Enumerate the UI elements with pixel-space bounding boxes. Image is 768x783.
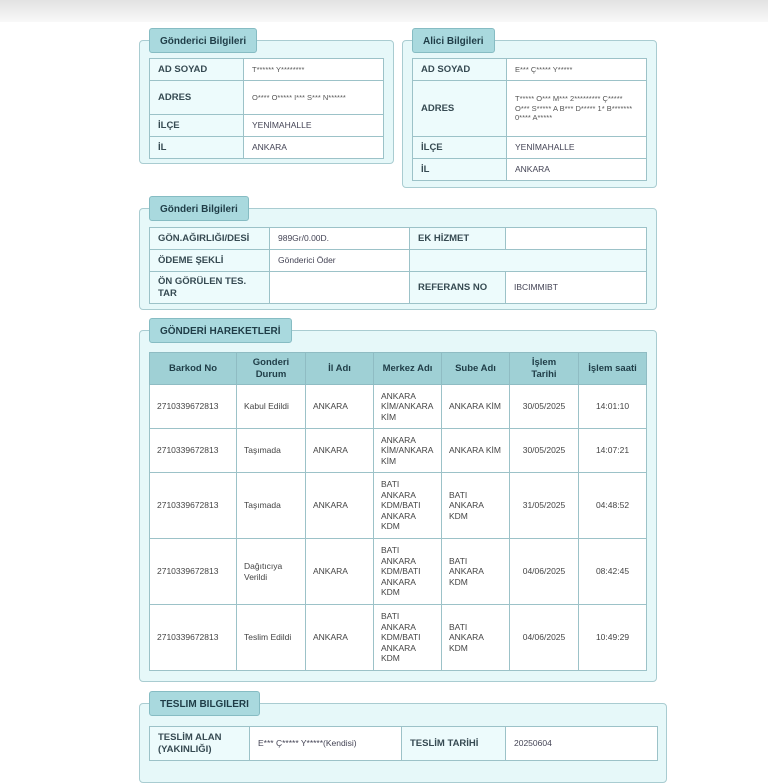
time-cell: 14:01:10 <box>579 385 647 429</box>
delivery-receiver-value: E*** Ç***** Y*****(Kendisi) <box>250 727 402 761</box>
date-cell: 04/06/2025 <box>510 605 579 671</box>
center-cell: BATI ANKARA KDM/BATI ANKARA KDM <box>374 473 442 539</box>
delivery-row <box>150 727 658 761</box>
branch-cell: ANKARA KİM <box>442 385 510 429</box>
barcode-cell: 2710339672813 <box>150 429 237 473</box>
sender-row-name <box>150 59 384 81</box>
time-cell: 08:42:45 <box>579 539 647 605</box>
time-cell: 10:49:29 <box>579 605 647 671</box>
receiver-district-label: İLÇE <box>413 137 507 159</box>
delivery-panel-title: TESLIM BILGILERI <box>149 691 260 716</box>
receiver-row-name <box>413 59 647 81</box>
col-header-date: İşlem Tarihi <box>510 353 579 385</box>
estimated-date-label: ÖN GÖRÜLEN TES. TAR <box>150 272 270 304</box>
receiver-row-city <box>413 159 647 181</box>
receiver-district-value: YENİMAHALLE <box>507 137 647 159</box>
movements-panel-title: GÖNDERİ HAREKETLERİ <box>149 318 292 343</box>
sender-table <box>149 58 384 159</box>
city-cell: ANKARA <box>306 385 374 429</box>
time-cell: 14:07:21 <box>579 429 647 473</box>
top-shadow-band <box>0 0 768 22</box>
weight-label: GÖN.AĞIRLIĞI/DESİ <box>150 228 270 250</box>
sender-row-city <box>150 137 384 159</box>
status-cell: Taşımada <box>237 473 306 539</box>
reference-value: IBCIMMIBT <box>506 272 647 304</box>
col-header-branch: Sube Adı <box>442 353 510 385</box>
receiver-row-address <box>413 81 647 137</box>
branch-cell: ANKARA KİM <box>442 429 510 473</box>
receiver-row-district <box>413 137 647 159</box>
table-row <box>150 539 647 605</box>
time-cell: 04:48:52 <box>579 473 647 539</box>
receiver-name-value: E*** Ç***** Y***** <box>507 59 647 81</box>
payment-empty-cell <box>410 250 647 272</box>
delivery-date-value: 20250604 <box>506 727 658 761</box>
weight-value: 989Gr/0.00D. <box>270 228 410 250</box>
shipment-panel-title: Gönderi Bilgileri <box>149 196 249 221</box>
receiver-address-label: ADRES <box>413 81 507 137</box>
receiver-table <box>412 58 647 181</box>
barcode-cell: 2710339672813 <box>150 605 237 671</box>
branch-cell: BATI ANKARA KDM <box>442 539 510 605</box>
movements-header-row <box>150 353 647 385</box>
extra-service-value <box>506 228 647 250</box>
sender-row-district <box>150 115 384 137</box>
receiver-city-value: ANKARA <box>507 159 647 181</box>
shipment-row-weight <box>150 228 647 250</box>
status-cell: Dağıtıcıya Verildi <box>237 539 306 605</box>
status-cell: Taşımada <box>237 429 306 473</box>
barcode-cell: 2710339672813 <box>150 473 237 539</box>
city-cell: ANKARA <box>306 605 374 671</box>
sender-district-label: İLÇE <box>150 115 244 137</box>
center-cell: ANKARA KİM/ANKARA KİM <box>374 385 442 429</box>
sender-row-address <box>150 81 384 115</box>
date-cell: 30/05/2025 <box>510 429 579 473</box>
date-cell: 04/06/2025 <box>510 539 579 605</box>
branch-cell: BATI ANKARA KDM <box>442 605 510 671</box>
receiver-city-label: İL <box>413 159 507 181</box>
barcode-cell: 2710339672813 <box>150 539 237 605</box>
table-row <box>150 473 647 539</box>
table-row <box>150 605 647 671</box>
movements-table <box>149 352 647 671</box>
sender-address-label: ADRES <box>150 81 244 115</box>
estimated-date-value <box>270 272 410 304</box>
sender-panel-title: Gönderici Bilgileri <box>149 28 257 53</box>
sender-address-value: O**** O***** I*** S*** N****** <box>244 81 384 115</box>
col-header-status: Gonderi Durum <box>237 353 306 385</box>
extra-service-label: EK HİZMET <box>410 228 506 250</box>
sender-name-value: T****** Y******** <box>244 59 384 81</box>
center-cell: BATI ANKARA KDM/BATI ANKARA KDM <box>374 605 442 671</box>
sender-name-label: AD SOYAD <box>150 59 244 81</box>
payment-label: ÖDEME ŞEKLİ <box>150 250 270 272</box>
receiver-address-value: T***** O*** M*** 2********* Ç***** O*** S***** A B*** D***** 1* B******* 0**** A***** <box>507 81 647 137</box>
sender-district-value: YENİMAHALLE <box>244 115 384 137</box>
city-cell: ANKARA <box>306 539 374 605</box>
payment-value: Gönderici Öder <box>270 250 410 272</box>
center-cell: BATI ANKARA KDM/BATI ANKARA KDM <box>374 539 442 605</box>
table-row <box>150 385 647 429</box>
date-cell: 30/05/2025 <box>510 385 579 429</box>
branch-cell: BATI ANKARA KDM <box>442 473 510 539</box>
sender-city-value: ANKARA <box>244 137 384 159</box>
shipment-table <box>149 227 647 304</box>
receiver-panel-title: Alici Bilgileri <box>412 28 495 53</box>
city-cell: ANKARA <box>306 473 374 539</box>
table-row <box>150 429 647 473</box>
sender-city-label: İL <box>150 137 244 159</box>
reference-label: REFERANS NO <box>410 272 506 304</box>
receiver-name-label: AD SOYAD <box>413 59 507 81</box>
delivery-table <box>149 726 658 761</box>
status-cell: Teslim Edildi <box>237 605 306 671</box>
shipment-row-payment <box>150 250 647 272</box>
col-header-time: İşlem saati <box>579 353 647 385</box>
col-header-city: İl Adı <box>306 353 374 385</box>
shipment-row-estimated <box>150 272 647 304</box>
col-header-barcode: Barkod No <box>150 353 237 385</box>
col-header-center: Merkez Adı <box>374 353 442 385</box>
barcode-cell: 2710339672813 <box>150 385 237 429</box>
city-cell: ANKARA <box>306 429 374 473</box>
delivery-receiver-label: TESLİM ALAN (YAKINLIĞI) <box>150 727 250 761</box>
date-cell: 31/05/2025 <box>510 473 579 539</box>
status-cell: Kabul Edildi <box>237 385 306 429</box>
center-cell: ANKARA KİM/ANKARA KİM <box>374 429 442 473</box>
delivery-date-label: TESLİM TARİHİ <box>402 727 506 761</box>
